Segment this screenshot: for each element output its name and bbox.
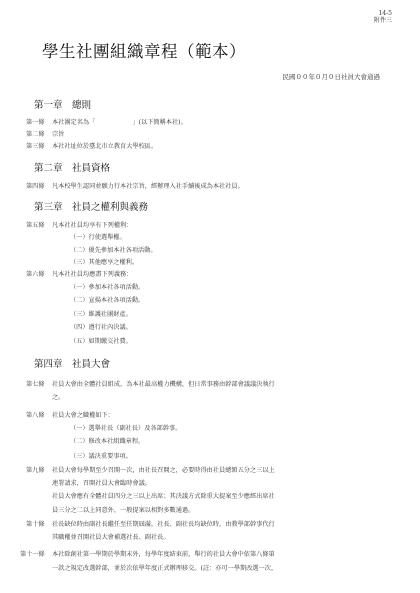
chapter-4-heading: 第四章 社員大會 — [34, 359, 111, 370]
article-line: 第四條 凡本校學生認同並願力行本社宗旨，經辦理入社手續後成為本社社員。 — [26, 183, 244, 190]
list-item: （一）參加本社各項活動。 — [70, 284, 145, 291]
article-line: 第六條 凡本社社員均應盡下列義務： — [26, 271, 133, 278]
article-line: 第五條 凡本社社員均享有下列權利： — [26, 222, 133, 229]
chapter-2-heading: 第二章 社員資格 — [34, 163, 111, 174]
article-line: 第十一條 本社除創社第一學期於學期末外，每學年度結束前，舉行的社員大會中依第八條第 — [20, 551, 275, 558]
list-item: （一）行使選舉權。 — [70, 234, 126, 241]
attachment-label: 附件三 — [373, 17, 392, 24]
article-line: 第八條 社員大會之職權如下： — [26, 412, 114, 419]
article-line: 第九條 社員大會每學期至少召開一次，由社長召開之，必要時得由社員總額五分之三以上 — [26, 467, 275, 474]
list-item: （三）議決重要事項。 — [70, 453, 132, 460]
list-item: （二）優先參加本社各項活動。 — [70, 247, 157, 254]
article-line: 第三條 本社社址位於臺北市立教育大學校區。 — [26, 143, 158, 150]
continuation-line: 連署請求，召開社員大會臨時會議。 — [52, 480, 151, 487]
list-item: （四）遵行社內決議。 — [70, 324, 132, 331]
continuation-line: 之。 — [52, 394, 65, 401]
adoption-note: 民國００年０月０日社員大會通過 — [282, 73, 380, 81]
chapter-1-heading: 第一章 總則 — [34, 100, 92, 111]
document-title: 學生社團組織章程（範本） — [42, 42, 246, 61]
continuation-line: 社員大會應有全體社員四分之三以上出席；其決議方式除重大提案至少應經出席社 — [52, 493, 275, 500]
list-item: （二）宣揚本社各項活動。 — [70, 297, 145, 304]
list-item: （五）如期繳交社費。 — [70, 338, 132, 345]
page-header — [374, 10, 392, 24]
article-line: 第七條 社員大會由全體社員組成，為本社最高權力機構，但日常事務由幹部會議議決執行 — [26, 381, 275, 388]
article-line: 第一條 本社團定名為「 」(以下簡稱本社)。 — [26, 119, 187, 126]
continuation-line: 員三分之二以上同意外，一般提案以相對多數通過。 — [52, 507, 195, 514]
chapter-3-heading: 第三章 社員之權利與義務 — [34, 202, 149, 213]
list-item: （二）修改本社組織章程。 — [70, 438, 145, 445]
continuation-line: 其職權並召開社員大會補選社長、副社長。 — [52, 534, 170, 541]
article-line: 第十條 社長缺位時由副社長繼任至任期屆滿，社長、副社長均缺位時，由教學部幹事代行 — [26, 521, 275, 528]
list-item: （三）維護社團財產。 — [70, 311, 132, 318]
list-item: （三）其他應享之權利。 — [70, 259, 139, 266]
page-number: 14-5 — [378, 10, 392, 17]
continuation-line: 一款之規定改選幹部，並於次依學年度正式辦理移交。(註：亦可一學期改選一次， — [52, 565, 278, 572]
article-line: 第二條 宗旨 — [26, 131, 65, 138]
list-item: （一）選舉社長（副社長）及各部幹事。 — [70, 425, 182, 432]
